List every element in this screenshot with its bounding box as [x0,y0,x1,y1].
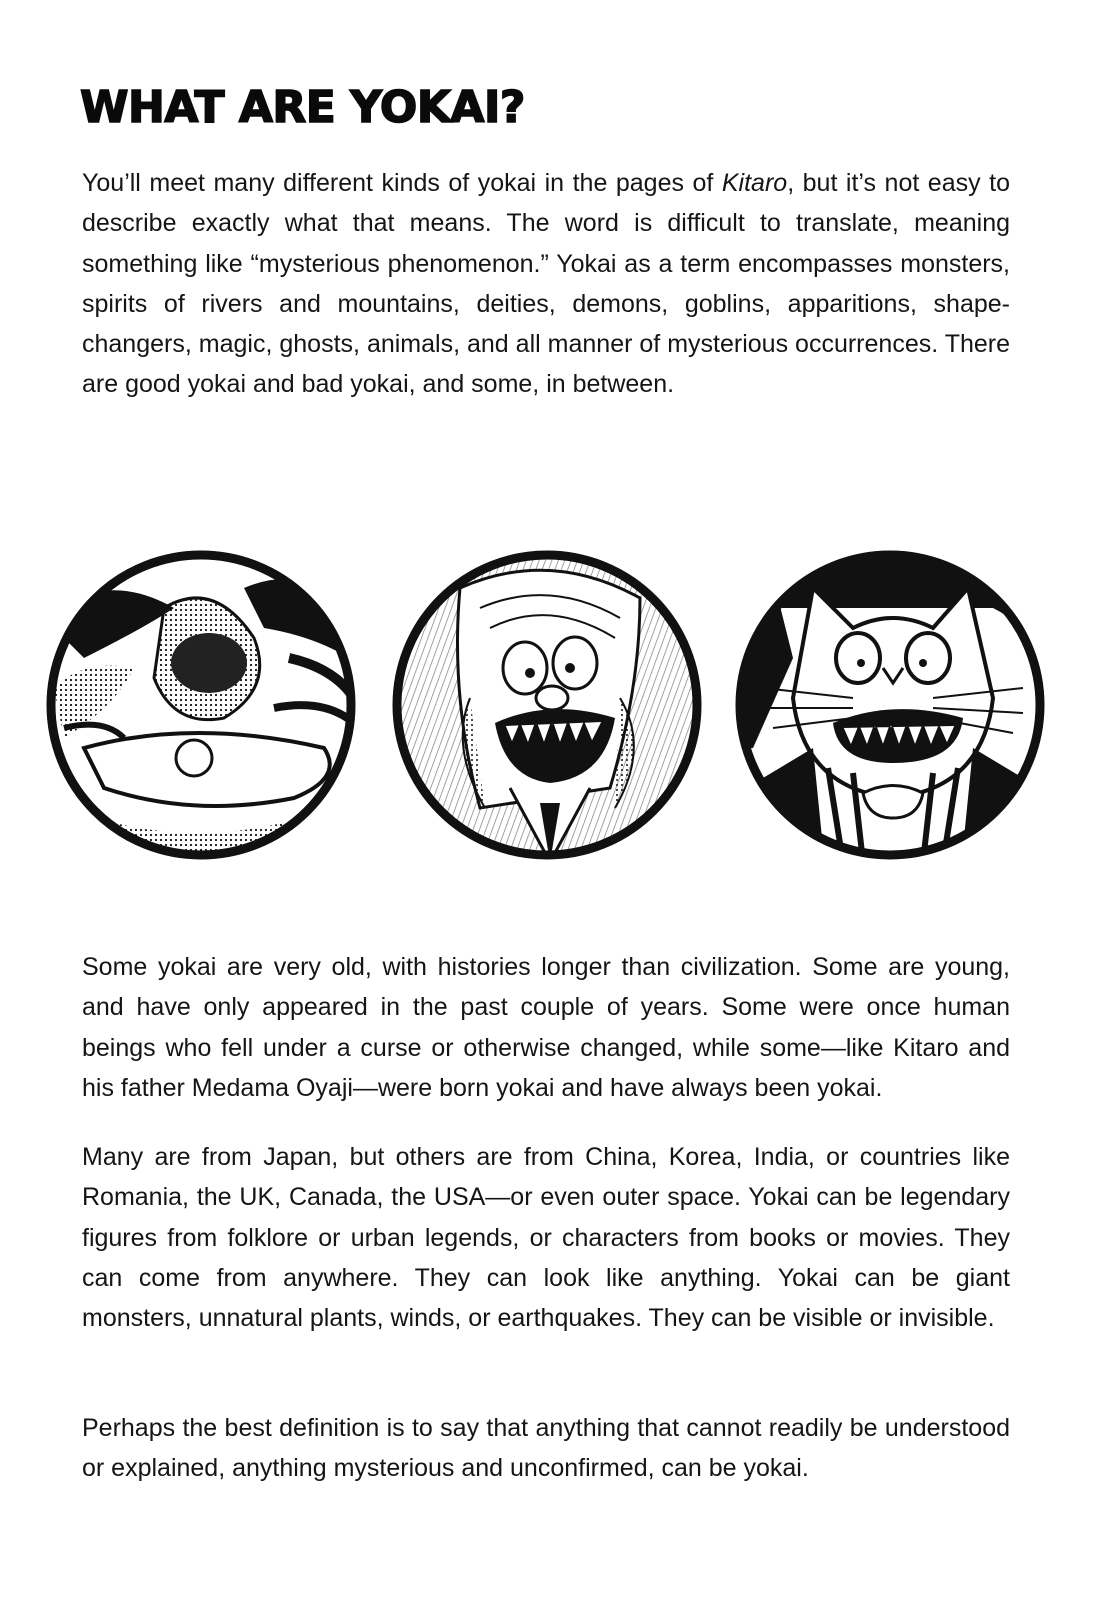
cat-yokai-illustration [733,548,1047,862]
yokai-portrait-1 [44,548,358,862]
body-paragraph-origins: Many are from Japan, but others are from China, Korea, India, or countries like Romania, the UK, Canada, the USA—or even outer space. Yokai can be legendary figures from folklore or urban legends, or characters from books or movies. They can come from anywhere. They can look like anything. Yokai can be giant monsters, unnatural plants, winds, or earthquakes. They can be visible or invisible. [82,1143,1010,1333]
page-title: WHAT ARE YOKAI? [80,82,525,133]
intro-paragraph [82,163,1010,405]
old-man-yokai-illustration [390,548,704,862]
body-paragraph-definition: Perhaps the best definition is to say that anything that cannot readily be understood or explained, anything mysterious and unconfirmed, can be yokai. [82,1414,1010,1483]
yokai-portrait-3 [733,548,1047,862]
body-paragraph-history: Some yokai are very old, with histories longer than civilization. Some are young, and have only appeared in the past couple of years. Some were once human beings who fell under a curse or otherwise changed, while some—like Kitaro and his father Medama Oyaji—were born yokai and have always been yokai. [82,953,1010,1102]
monster-face-illustration [44,548,358,862]
intro-text-end: , but it’s not easy to describe exactly what that means. The word is difficult to translate, meaning something like “mysterious phenomenon.” Yokai as a term encompasses monsters, spirits of rivers and mountains, deities, demons, goblins, apparitions, shape-changers, magic, ghosts, animals, and all manner of mysterious occurrences. There are good yokai and bad yokai, and some, in between. [82,169,1010,399]
yokai-portrait-2 [390,548,704,862]
intro-text-start: You’ll meet many different kinds of yokai in the pages of [82,169,722,197]
intro-italic-title: Kitaro [721,169,788,197]
